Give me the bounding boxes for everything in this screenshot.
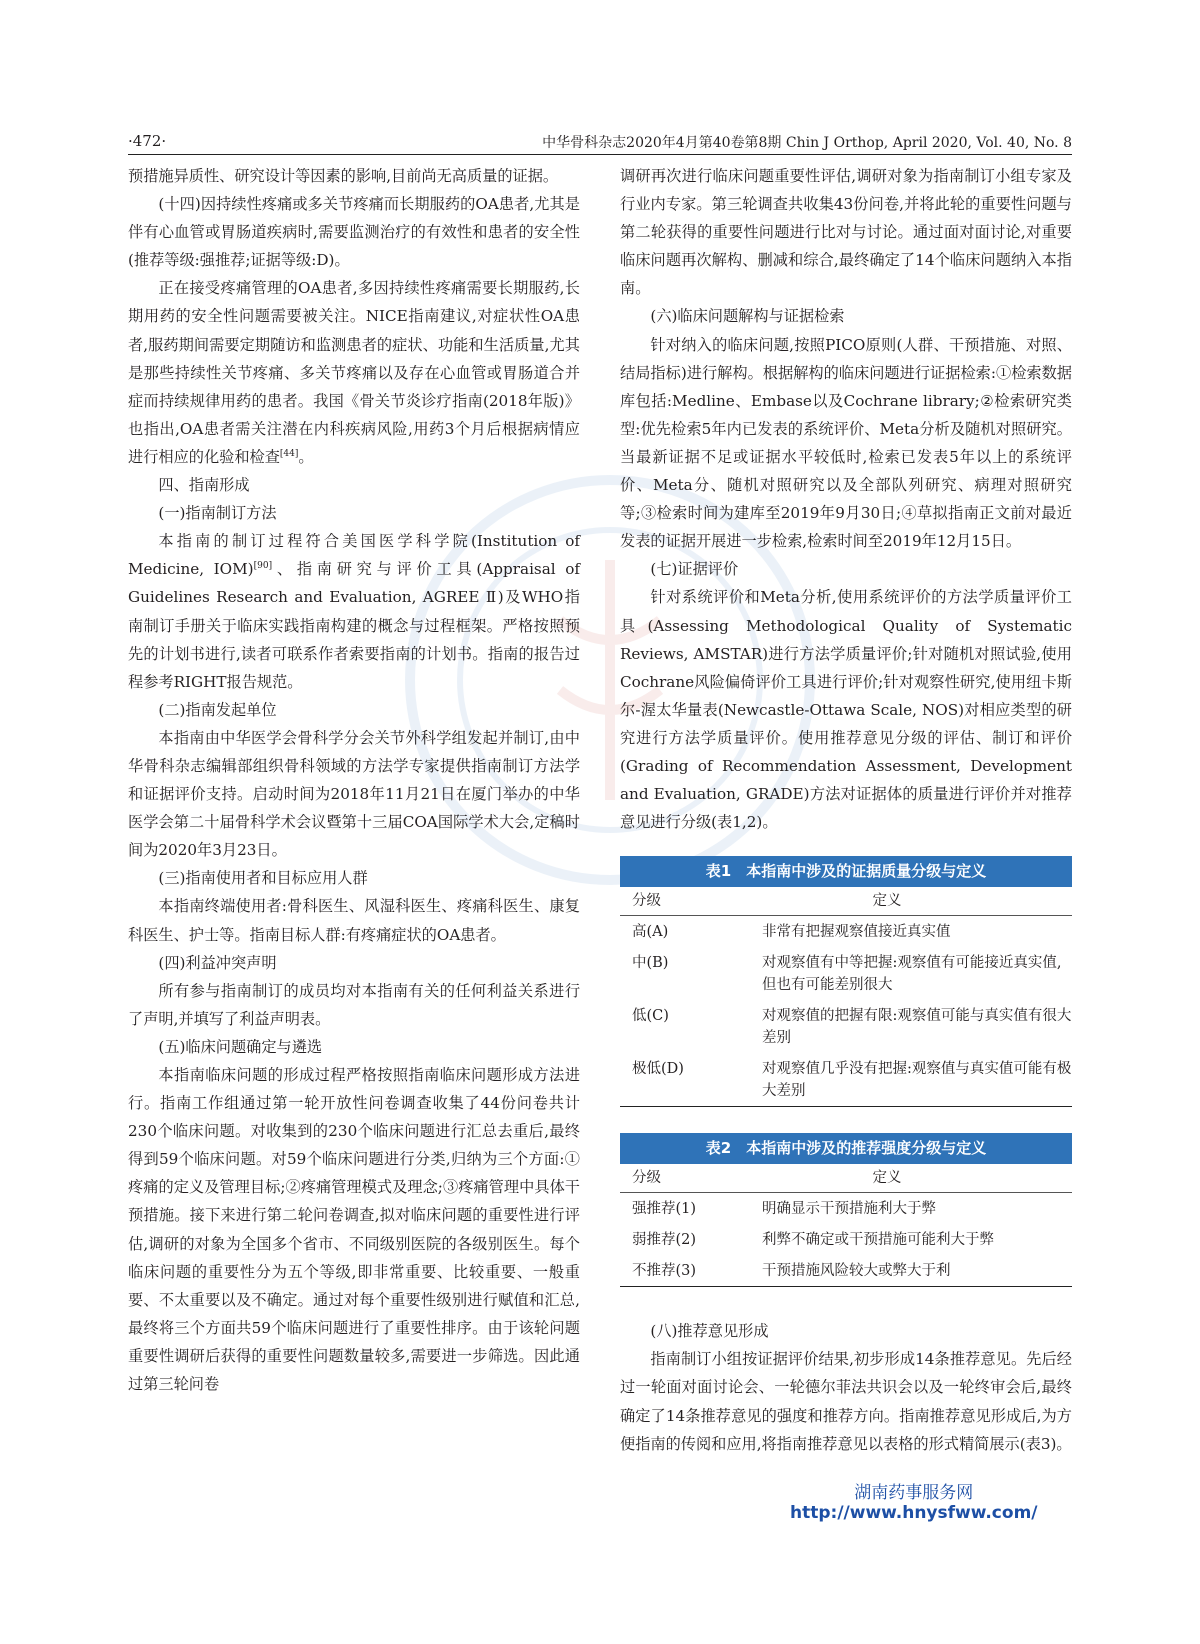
paragraph: 所有参与指南制订的成员均对本指南有关的任何利益关系进行了声明,并填写了利益声明表。	[128, 981, 580, 1028]
grade-cell: 低(C)	[632, 1008, 669, 1025]
grade-cell: 强推荐(1)	[632, 1201, 697, 1218]
citation-ref[interactable]: [44]	[279, 448, 299, 459]
table-row	[620, 916, 1072, 948]
column-header: 定义	[762, 887, 1072, 916]
paragraph: 本指南临床问题的形成过程严格按照指南临床问题形成方法进行。指南工作组通过第一轮开放性问卷调查收集了44份问卷共计230个临床问题。对收集到的230个临床问题进行汇总去重后,最终得到59个临床问题。对59个临床问题进行分类,归纳为三个方面:①疼痛的定义及管理目标;②疼痛管理模式及理念;③疼痛管理中具体干预措施。接下来进行第二轮问卷调查,拟对临床问题的重要性进行评估,调研的对象为全国多个省市、不同级别医院的各级别医生。每个临床问题的重要性分为五个等级,即非常重要、比较重要、一般重要、不太重要以及不确定。通过对每个重要性级别进行赋值和汇总,最终将三个方面共59个临床问题进行了重要性排序。由于该轮问题重要性调研后获得的重要性问题数量较多,需要进一步筛选。因此通过第三轮问卷	[128, 1066, 580, 1394]
table-row	[620, 1255, 1072, 1287]
subsection-heading: (五)临床问题确定与遴选	[158, 1037, 323, 1056]
subsection-heading: (七)证据评价	[650, 560, 739, 579]
grade-cell: 弱推荐(2)	[632, 1232, 697, 1249]
site-url-link[interactable]: http://www.hnysfww.com/	[790, 1503, 1038, 1523]
paragraph-text: 正在接受疼痛管理的OA患者,多因持续性疼痛需要长期服药,长期用药的安全性问题需要被关注。NICE指南建议,对症状性OA患者,服药期间需要定期随访和监测患者的症状、功能和生活质量,尤其是那些持续性关节疼痛、多关节疼痛以及存在心血管或胃肠道合并症而持续规律用药的患者。我国《骨关节炎诊疗指南(2018年版)》也指出,OA患者需关注潜在内科疾病风险,用药3个月后根据病情应进行相应的化验和检查	[128, 279, 580, 466]
page-number: ·472·	[128, 132, 167, 150]
paragraph: 预措施异质性、研究设计等因素的影响,目前尚无高质量的证据。	[128, 167, 559, 185]
table-1	[620, 856, 1072, 1107]
grade-cell: 极低(D)	[620, 1053, 762, 1107]
paragraph: 本指南终端使用者:骨科医生、风湿科医生、疼痛科医生、康复科医生、护士等。指南目标人群:有疼痛症状的OA患者。	[128, 897, 580, 944]
right-column	[620, 162, 1072, 1458]
recommendation-14: (十四)因持续性疼痛或多关节疼痛而长期服药的OA患者,尤其是伴有心血管或胃肠道疾病时,需要监测治疗的有效性和患者的安全性(推荐等级:强推荐;证据等级:D)。	[128, 195, 580, 270]
paragraph: 针对纳入的临床问题,按照PICO原则(人群、干预措施、对照、结局指标)进行解构。根据解构的临床问题进行证据检索:①检索数据库包括:Medline、Embase以及Cochrane library;②检索研究类型:优先检索5年内已发表的系统评价、Meta分析及随机对照研究。当最新证据不足或证据水平较低时,检索已发表5年以上的系统评价、Meta分、随机对照研究以及全部队列研究、病理对照研究等;③检索时间为建库至2019年9月30日;④草拟指南正文前对最近发表的证据开展进一步检索,检索时间至2019年12月15日。	[620, 335, 1072, 551]
section-heading: 四、指南形成	[158, 476, 250, 495]
table-row	[620, 1193, 1072, 1225]
paragraph-text: 、指南研究与评价工具(Appraisal of Guidelines Research and Evaluation, AGREE Ⅱ)及WHO指南制订手册关于临床实践指南构建的概念与过程框架。严格按照预先的计划书进行,读者可联系作者索要指南的计划书。指南的报告过程参考RIGHT报告规范。	[128, 560, 580, 691]
definition-cell: 干预措施风险较大或弊大于利	[762, 1255, 1072, 1287]
page-header	[128, 132, 1072, 155]
subsection-heading: (三)指南使用者和目标应用人群	[158, 869, 368, 888]
grade-cell: 中(B)	[632, 955, 669, 972]
table-row	[620, 947, 1072, 1000]
journal-citation: 中华骨科杂志2020年4月第40卷第8期 Chin J Orthop, April 2020, Vol. 40, No. 8	[542, 135, 1072, 151]
subsection-heading: (八)推荐意见形成	[650, 1322, 769, 1341]
definition-cell: 对观察值几乎没有把握:观察值与真实值可能有极大差别	[762, 1053, 1072, 1107]
definition-cell: 利弊不确定或干预措施可能利大于弊	[762, 1232, 994, 1249]
paragraph: 本指南由中华医学会骨科学分会关节外科学组发起并制订,由中华骨科杂志编辑部组织骨科领域的方法学专家提供指南制订方法学和证据评价支持。启动时间为2018年11月21日在厦门举办的中华医学会第二十届骨科学术会议暨第十三届COA国际学术大会,定稿时间为2020年3月23日。	[128, 728, 580, 860]
definition-cell: 明确显示干预措施利大于弊	[762, 1201, 936, 1218]
grade-cell: 高(A)	[632, 924, 669, 941]
subsection-heading: (六)临床问题解构与证据检索	[650, 307, 845, 326]
paragraph	[128, 274, 580, 471]
left-column	[128, 162, 580, 1398]
column-header: 定义	[762, 1164, 1072, 1193]
table-row	[620, 1224, 1072, 1255]
column-header: 分级	[620, 887, 762, 916]
paragraph-text: 本指南的制订过程符合美国医学科学院(Institution of Medicine, IOM)	[128, 532, 580, 579]
paragraph-text: 。	[298, 447, 314, 466]
footer-watermark	[790, 1478, 1038, 1523]
table-row	[620, 1000, 1072, 1053]
column-header: 分级	[620, 1164, 762, 1193]
grade-cell: 不推荐(3)	[620, 1255, 762, 1287]
paragraph: 指南制订小组按证据评价结果,初步形成14条推荐意见。先后经过一轮面对面讨论会、一轮德尔菲法共识会以及一轮终审会后,最终确定了14条推荐意见的强度和推荐方向。指南推荐意见形成后,为方便指南的传阅和应用,将指南推荐意见以表格的形式精简展示(表3)。	[620, 1350, 1072, 1453]
paragraph: 针对系统评价和Meta分析,使用系统评价的方法学质量评价工具(Assessing Methodological Quality of Systematic Reviews, AMSTAR)进行方法学质量评价;针对随机对照试验,使用Cochrane风险偏倚评价工具进行评价;针对观察性研究,使用纽卡斯尔-渥太华量表(Newcastle-Ottawa Scale, NOS)对相应类型的研究进行方法学质量评价。使用推荐意见分级的评估、制订和评价(Grading of Recommendation Assessment, Development and Evaluation, GRADE)方法对证据体的质量进行评价并对推荐意见进行分级(表1,2)。	[620, 588, 1072, 832]
table-2	[620, 1133, 1072, 1287]
subsection-heading: (四)利益冲突声明	[158, 953, 277, 972]
paragraph	[128, 527, 580, 696]
definition-cell: 对观察值的把握有限:观察值可能与真实值有很大差别	[762, 1008, 1072, 1047]
subsection-heading: (一)指南制订方法	[158, 504, 277, 523]
table-title: 表2 本指南中涉及的推荐强度分级与定义	[620, 1133, 1072, 1164]
definition-cell: 对观察值有中等把握:观察值有可能接近真实值,但也有可能差别很大	[762, 955, 1062, 994]
citation-ref[interactable]: [90]	[253, 561, 273, 572]
paragraph: 调研再次进行临床问题重要性评估,调研对象为指南制订小组专家及行业内专家。第三轮调查共收集43份问卷,并将此轮的重要性问题与第二轮获得的重要性问题进行比对与讨论。通过面对面讨论,对重要临床问题再次解构、删减和综合,最终确定了14个临床问题纳入本指南。	[620, 167, 1072, 298]
table-title: 表1 本指南中涉及的证据质量分级与定义	[620, 856, 1072, 887]
site-name: 湖南药事服务网	[854, 1483, 974, 1503]
definition-cell: 非常有把握观察值接近真实值	[762, 924, 951, 941]
table-row	[620, 1053, 1072, 1107]
subsection-heading: (二)指南发起单位	[158, 700, 277, 719]
